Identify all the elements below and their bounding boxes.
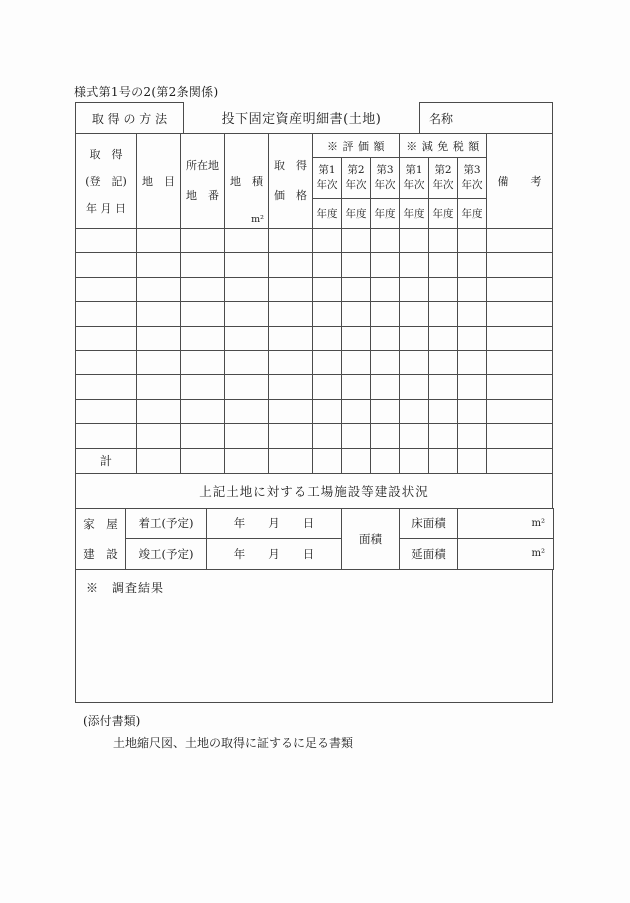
table-cell bbox=[400, 350, 429, 374]
table-cell bbox=[76, 424, 137, 448]
land-detail-table bbox=[75, 133, 553, 474]
table-cell bbox=[313, 302, 342, 326]
table-cell bbox=[269, 229, 313, 253]
table-cell bbox=[137, 229, 181, 253]
table-cell bbox=[371, 375, 400, 399]
construction-finish-label: 竣工(予定) bbox=[126, 539, 207, 570]
table-cell bbox=[400, 229, 429, 253]
table-cell bbox=[313, 229, 342, 253]
table-cell bbox=[487, 350, 553, 374]
col-header-year-3: 第3 年次 bbox=[371, 158, 400, 199]
table-cell bbox=[76, 253, 137, 277]
table-cell bbox=[429, 277, 458, 301]
col-header-land-category: 地 目 bbox=[137, 134, 181, 229]
total-label-cell: 計 bbox=[76, 448, 137, 473]
table-cell bbox=[181, 424, 225, 448]
table-row bbox=[76, 229, 553, 253]
table-cell bbox=[371, 424, 400, 448]
table-cell bbox=[313, 448, 342, 473]
table-cell bbox=[269, 350, 313, 374]
table-cell bbox=[400, 326, 429, 350]
table-cell bbox=[76, 399, 137, 423]
table-cell bbox=[429, 424, 458, 448]
table-cell bbox=[269, 277, 313, 301]
table-cell bbox=[269, 375, 313, 399]
table-cell bbox=[429, 448, 458, 473]
table-cell bbox=[181, 399, 225, 423]
table-cell bbox=[429, 350, 458, 374]
table-cell bbox=[400, 424, 429, 448]
table-cell bbox=[429, 229, 458, 253]
table-cell bbox=[400, 302, 429, 326]
table-cell bbox=[269, 399, 313, 423]
attachments-heading: (添付書類) bbox=[83, 714, 141, 728]
construction-status-heading: 上記土地に対する工場施設等建設状況 bbox=[75, 473, 553, 509]
table-cell bbox=[487, 277, 553, 301]
table-row bbox=[76, 399, 553, 423]
table-cell bbox=[458, 326, 487, 350]
col-header-year-5: 第2 年次 bbox=[429, 158, 458, 199]
table-cell bbox=[487, 229, 553, 253]
table-cell bbox=[487, 424, 553, 448]
table-cell bbox=[225, 326, 269, 350]
table-cell bbox=[371, 326, 400, 350]
table-cell bbox=[76, 375, 137, 399]
table-cell bbox=[342, 253, 371, 277]
table-cell bbox=[313, 399, 342, 423]
total-floor-area-label: 延面積 bbox=[400, 539, 458, 570]
form-header bbox=[75, 102, 553, 133]
table-cell bbox=[313, 277, 342, 301]
table-cell bbox=[400, 375, 429, 399]
land-statement-form bbox=[75, 102, 553, 703]
table-cell bbox=[269, 448, 313, 473]
construction-finish-row bbox=[76, 539, 554, 570]
fiscal-year-cell: 年度 bbox=[429, 199, 458, 229]
table-cell bbox=[487, 399, 553, 423]
table-cell bbox=[225, 229, 269, 253]
square-meter-unit: m² bbox=[251, 214, 264, 225]
table-cell bbox=[458, 399, 487, 423]
table-cell bbox=[137, 253, 181, 277]
table-cell bbox=[181, 448, 225, 473]
fiscal-year-cell: 年度 bbox=[458, 199, 487, 229]
table-cell bbox=[342, 277, 371, 301]
total-floor-area-unit-cell: m² bbox=[458, 539, 554, 570]
col-group-valuation-amount: ※ 評 価 額 bbox=[313, 134, 400, 158]
col-header-acquisition-price: 取 得 価 格 bbox=[269, 134, 313, 229]
table-cell bbox=[342, 302, 371, 326]
table-cell bbox=[458, 229, 487, 253]
table-cell bbox=[458, 375, 487, 399]
form-number-label: 様式第1号の2(第2条関係) bbox=[74, 85, 219, 99]
table-cell bbox=[458, 253, 487, 277]
table-cell bbox=[137, 424, 181, 448]
table-cell bbox=[269, 253, 313, 277]
table-cell bbox=[400, 253, 429, 277]
table-row bbox=[76, 277, 553, 301]
header-row-groups bbox=[76, 134, 553, 158]
table-cell bbox=[181, 326, 225, 350]
table-cell bbox=[225, 277, 269, 301]
table-cell bbox=[371, 253, 400, 277]
building-construction-table bbox=[75, 508, 554, 570]
table-cell bbox=[487, 326, 553, 350]
table-cell bbox=[137, 448, 181, 473]
table-cell bbox=[400, 448, 429, 473]
table-row bbox=[76, 326, 553, 350]
table-cell bbox=[429, 399, 458, 423]
table-row bbox=[76, 253, 553, 277]
table-cell bbox=[342, 229, 371, 253]
table-cell bbox=[458, 350, 487, 374]
table-cell bbox=[137, 399, 181, 423]
table-cell bbox=[313, 253, 342, 277]
table-cell bbox=[429, 253, 458, 277]
table-cell bbox=[487, 448, 553, 473]
table-cell bbox=[313, 375, 342, 399]
table-cell bbox=[487, 253, 553, 277]
table-cell bbox=[429, 375, 458, 399]
name-label: 名称 bbox=[429, 111, 454, 126]
table-cell bbox=[371, 448, 400, 473]
table-cell bbox=[371, 277, 400, 301]
table-cell bbox=[487, 375, 553, 399]
table-cell bbox=[181, 277, 225, 301]
table-cell bbox=[429, 326, 458, 350]
table-cell bbox=[225, 350, 269, 374]
table-cell bbox=[371, 399, 400, 423]
col-header-acquisition-date: 取 得 (登 記) 年 月 日 bbox=[76, 134, 137, 229]
table-cell bbox=[76, 302, 137, 326]
table-cell bbox=[225, 375, 269, 399]
table-cell bbox=[371, 229, 400, 253]
col-header-location: 所在地 地 番 bbox=[181, 134, 225, 229]
table-cell bbox=[313, 424, 342, 448]
fiscal-year-cell: 年度 bbox=[400, 199, 429, 229]
col-header-land-area: 地 積 m² bbox=[225, 134, 269, 229]
table-cell bbox=[181, 302, 225, 326]
construction-start-date-cell: 年 月 日 bbox=[207, 508, 342, 539]
table-cell bbox=[137, 350, 181, 374]
table-cell bbox=[137, 302, 181, 326]
table-cell bbox=[137, 326, 181, 350]
table-cell bbox=[313, 326, 342, 350]
construction-start-row bbox=[76, 508, 554, 539]
table-cell bbox=[342, 375, 371, 399]
table-cell bbox=[342, 448, 371, 473]
construction-start-label: 着工(予定) bbox=[126, 508, 207, 539]
area-group-header: 面積 bbox=[342, 508, 400, 569]
table-cell bbox=[487, 302, 553, 326]
table-cell bbox=[342, 399, 371, 423]
table-cell bbox=[76, 277, 137, 301]
acquisition-method-box: 取 得 の 方 法 bbox=[75, 102, 184, 133]
table-cell bbox=[342, 350, 371, 374]
table-cell bbox=[400, 277, 429, 301]
name-box bbox=[419, 102, 553, 133]
table-row bbox=[76, 302, 553, 326]
floor-area-label: 床面積 bbox=[400, 508, 458, 539]
survey-results-box bbox=[75, 569, 553, 703]
table-cell bbox=[458, 302, 487, 326]
table-cell bbox=[342, 424, 371, 448]
table-cell bbox=[76, 326, 137, 350]
floor-area-unit-cell: m² bbox=[458, 508, 554, 539]
col-header-remarks: 備 考 bbox=[487, 134, 553, 229]
table-cell bbox=[225, 302, 269, 326]
fiscal-year-cell: 年度 bbox=[342, 199, 371, 229]
table-cell bbox=[269, 326, 313, 350]
col-header-year-2: 第2 年次 bbox=[342, 158, 371, 199]
table-cell bbox=[429, 302, 458, 326]
col-header-year-4: 第1 年次 bbox=[400, 158, 429, 199]
form-title: 投下固定資産明細書(土地) bbox=[221, 112, 382, 127]
table-cell bbox=[137, 375, 181, 399]
table-cell bbox=[313, 350, 342, 374]
table-cell bbox=[181, 253, 225, 277]
table-cell bbox=[458, 448, 487, 473]
attachments-item: 土地縮尺図、土地の取得に証するに足る書類 bbox=[113, 736, 354, 750]
table-cell bbox=[137, 277, 181, 301]
col-header-year-1: 第1 年次 bbox=[313, 158, 342, 199]
table-cell bbox=[181, 229, 225, 253]
survey-results-label: ※ 調査結果 bbox=[86, 580, 165, 595]
table-cell bbox=[225, 253, 269, 277]
table-row bbox=[76, 375, 553, 399]
table-cell bbox=[76, 350, 137, 374]
table-row bbox=[76, 424, 553, 448]
table-cell bbox=[225, 448, 269, 473]
table-cell bbox=[76, 229, 137, 253]
table-cell bbox=[269, 302, 313, 326]
total-row bbox=[76, 448, 553, 473]
table-cell bbox=[269, 424, 313, 448]
table-cell bbox=[458, 277, 487, 301]
construction-finish-date-cell: 年 月 日 bbox=[207, 539, 342, 570]
col-group-tax-exemption-amount: ※ 減 免 税 額 bbox=[400, 134, 487, 158]
table-cell bbox=[225, 424, 269, 448]
table-row bbox=[76, 350, 553, 374]
table-cell bbox=[225, 399, 269, 423]
table-cell bbox=[181, 350, 225, 374]
building-construction-header: 家 屋 建 設 bbox=[76, 508, 126, 569]
fiscal-year-cell: 年度 bbox=[371, 199, 400, 229]
col-header-year-6: 第3 年次 bbox=[458, 158, 487, 199]
table-cell bbox=[371, 302, 400, 326]
table-cell bbox=[400, 399, 429, 423]
table-cell bbox=[458, 424, 487, 448]
table-cell bbox=[181, 375, 225, 399]
table-cell bbox=[371, 350, 400, 374]
fiscal-year-cell: 年度 bbox=[313, 199, 342, 229]
table-cell bbox=[342, 326, 371, 350]
